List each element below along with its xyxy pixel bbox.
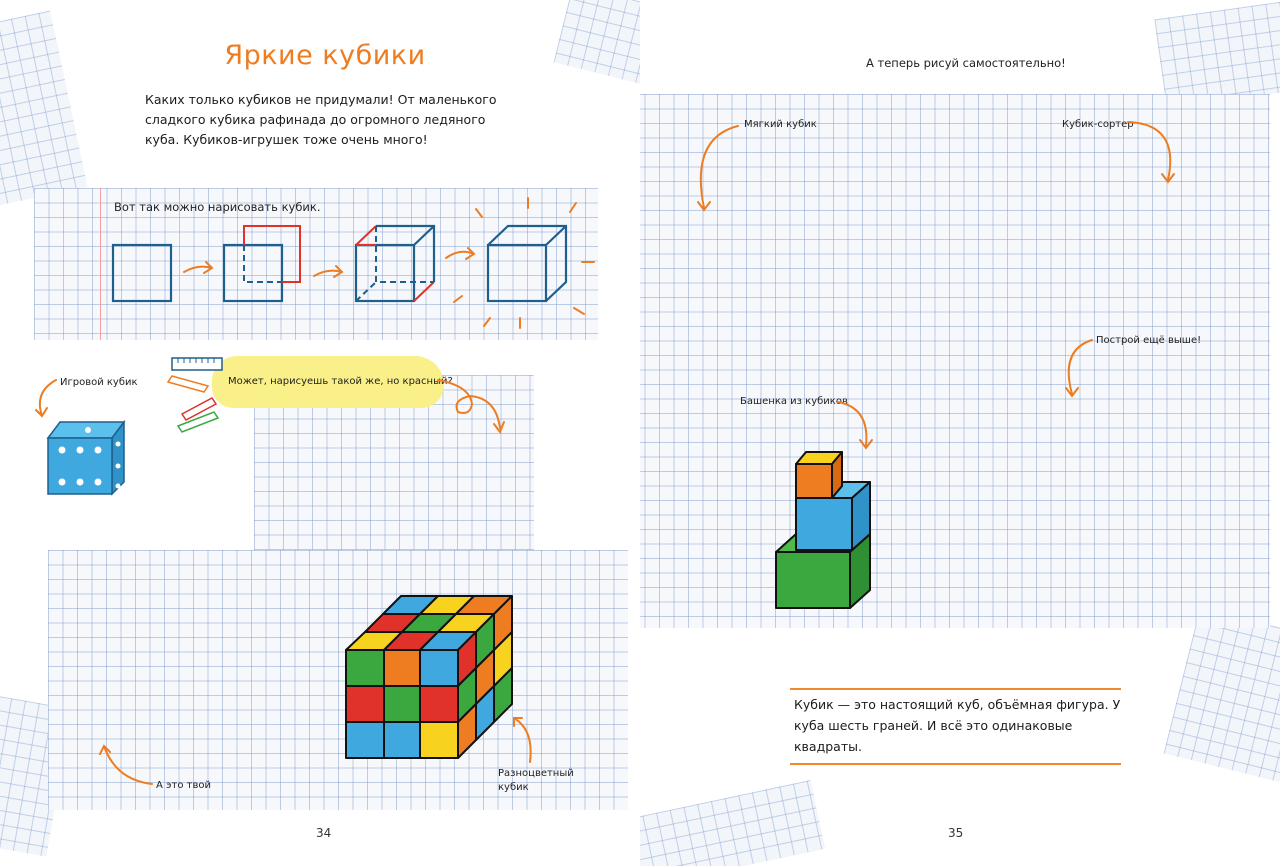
sorter-label: Кубик-сортер <box>1062 119 1134 130</box>
dice-label: Игровой кубик <box>60 377 138 388</box>
higher-label: Построй ещё выше! <box>1096 335 1202 346</box>
right-heading: А теперь рисуй самостоятельно! <box>866 56 1066 70</box>
page-number-right: 35 <box>948 826 964 840</box>
soft-cube-arrow <box>698 126 738 210</box>
question-text: Может, нарисуешь такой же, но красный? <box>228 376 453 387</box>
intro-text: Каких только кубиков не придумали! От маленького сладкого кубика рафинада до огромного ледяного куба. Кубиков-игрушек тоже очень много! <box>145 92 497 147</box>
rubik-label-line2: кубик <box>498 782 529 793</box>
higher-arrow <box>1066 340 1092 396</box>
your-turn-label: А это твой <box>156 780 211 791</box>
tower-label: Башенка из кубиков <box>740 396 848 407</box>
soft-cube-label: Мягкий кубик <box>744 119 817 130</box>
sorter-arrow <box>1128 122 1174 182</box>
rubik-label-line1: Разноцветный <box>498 768 574 779</box>
steps-caption: Вот так можно нарисовать кубик. <box>114 200 321 214</box>
tower-arrow <box>838 402 872 448</box>
info-box: Кубик — это настоящий куб, объёмная фигура. У куба шесть граней. И всё это одинаковые квадраты. <box>790 688 1121 765</box>
your-turn-arrow <box>100 746 152 784</box>
rubik-arrow <box>514 718 531 762</box>
page-number-left: 34 <box>316 826 332 840</box>
page-title: Яркие кубики <box>224 40 426 71</box>
